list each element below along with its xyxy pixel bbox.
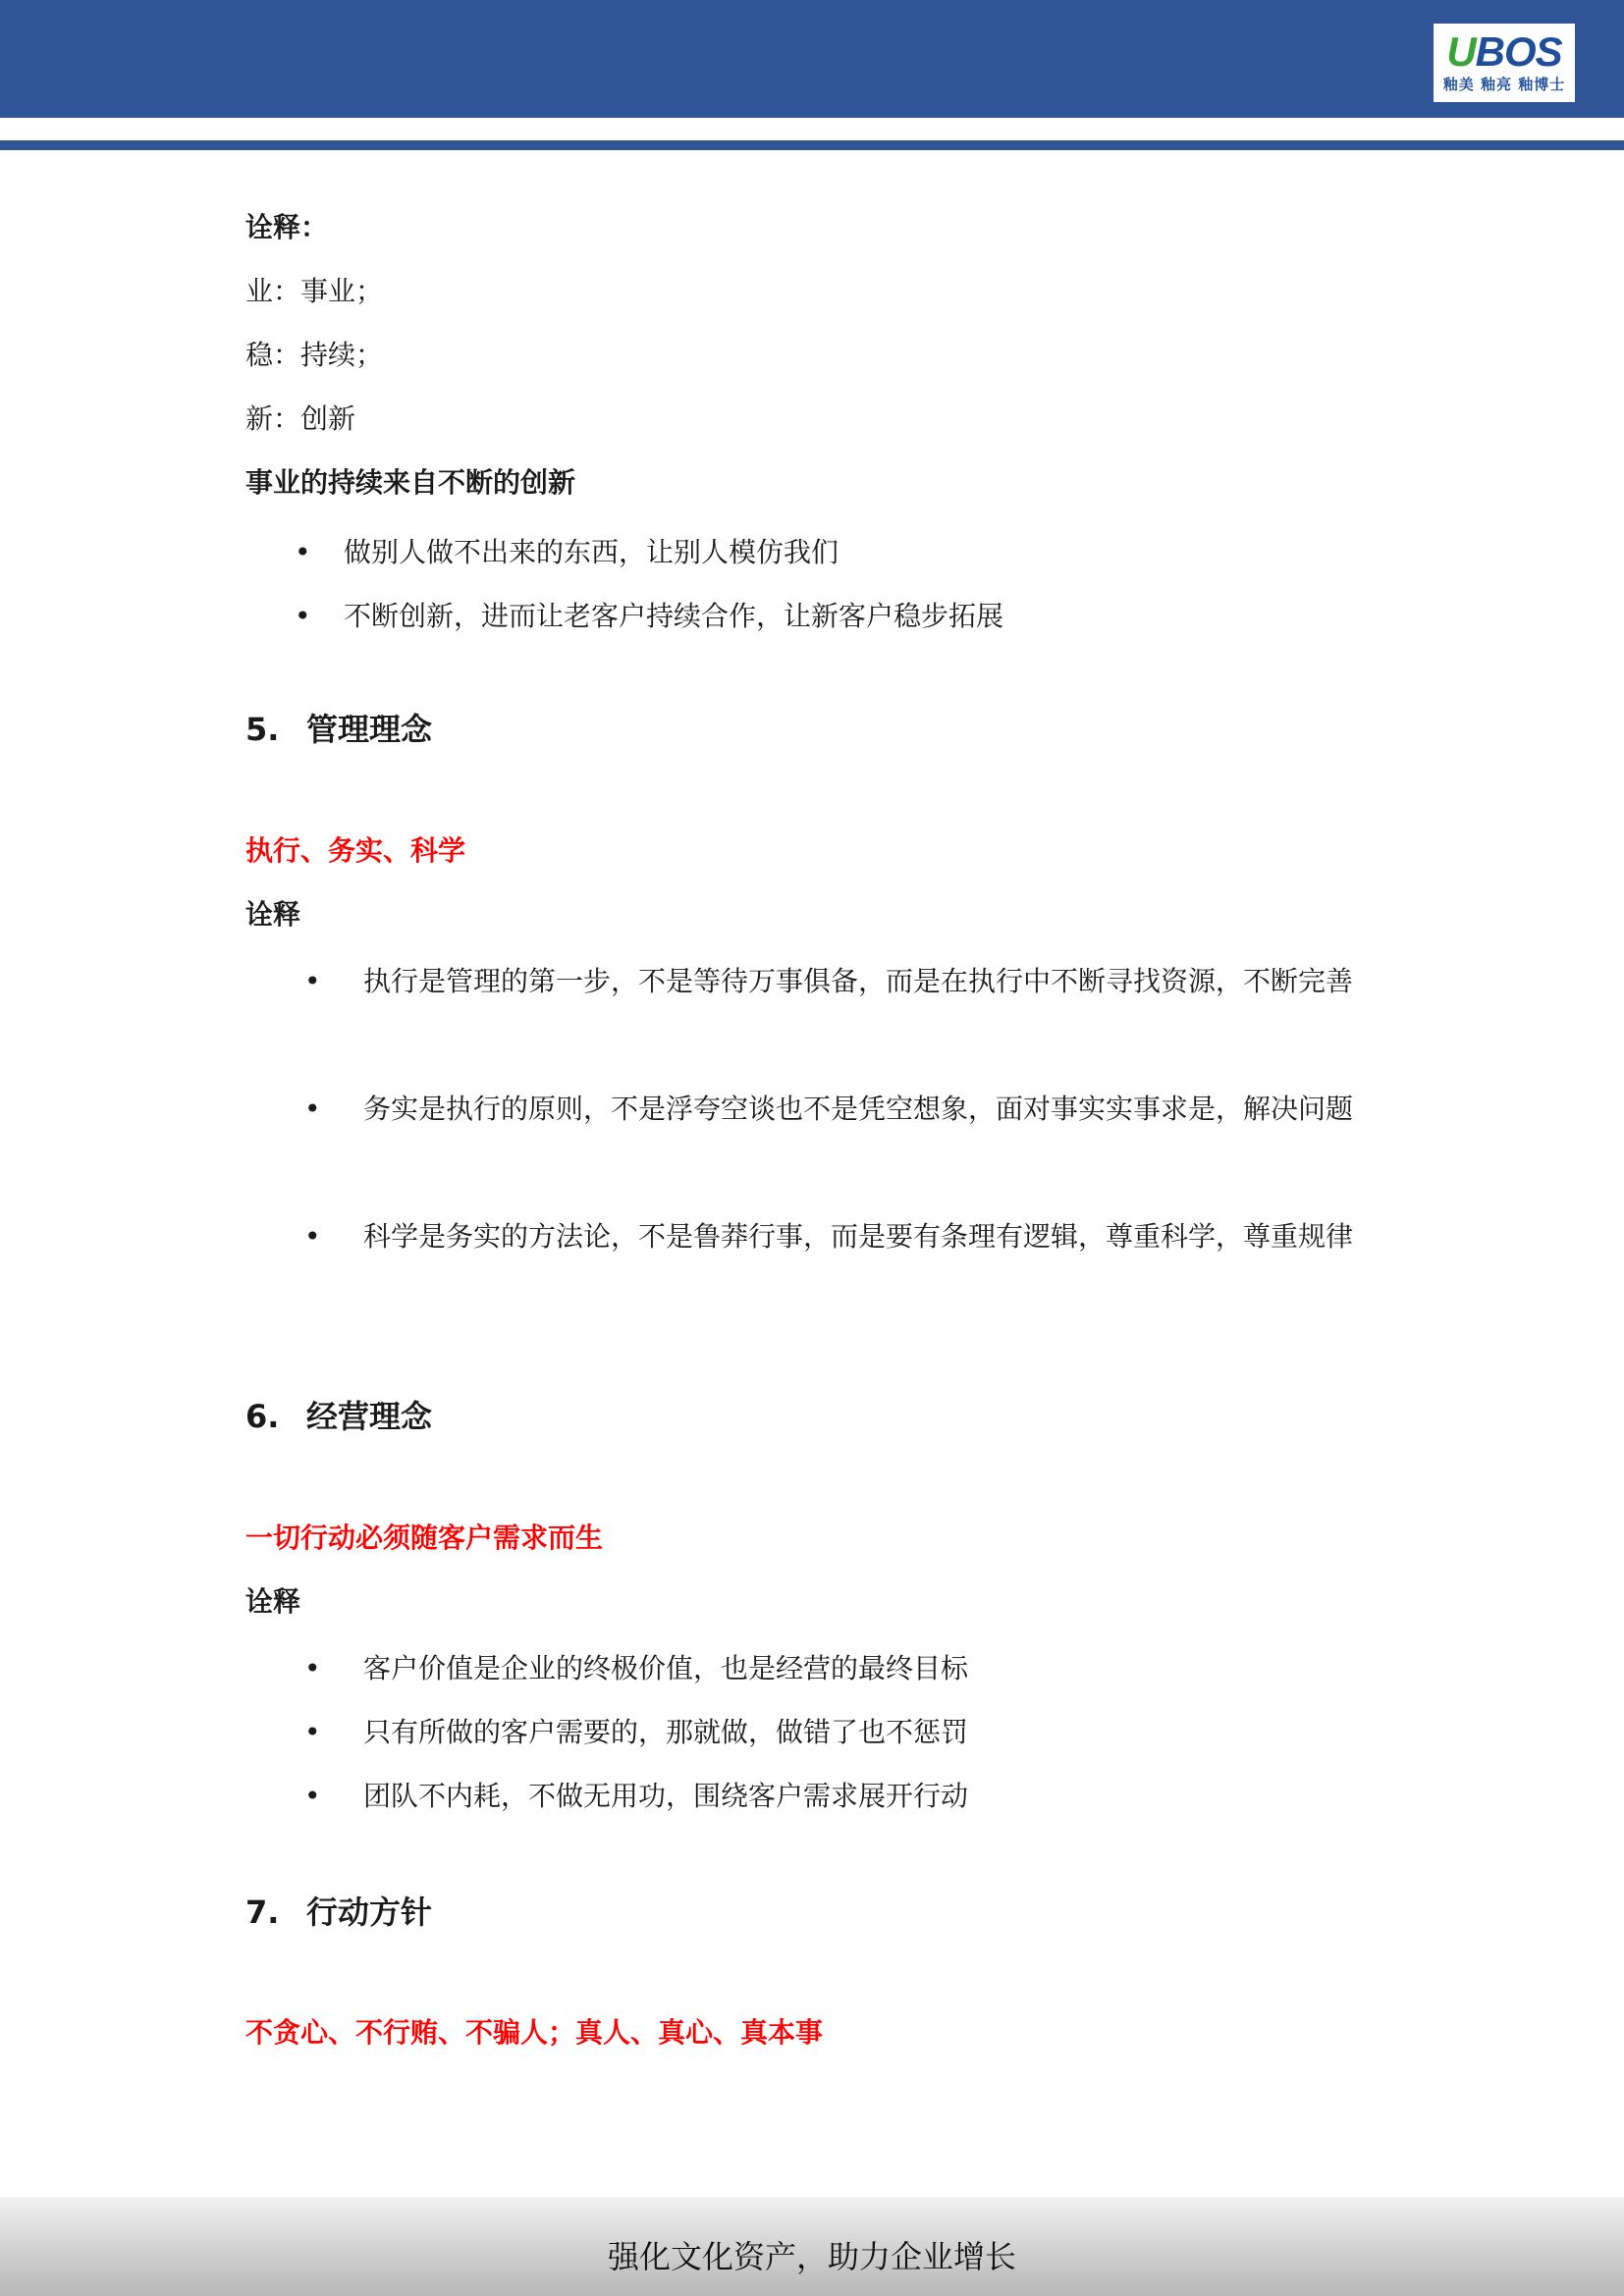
section-title: 行动方针 xyxy=(306,1894,433,1931)
section-6-motto: 一切行动必须随客户需求而生 xyxy=(245,1522,604,1554)
bullet-text: 不断创新，进而让老客户持续合作，让新客户稳步拓展 xyxy=(344,600,1004,632)
section-7-heading xyxy=(245,1893,432,1932)
bullet-dot: • xyxy=(304,1220,321,1253)
section-6-label: 诠释 xyxy=(245,1585,301,1618)
logo-tagline: 釉美 釉亮 釉博士 xyxy=(1442,76,1566,93)
page-header-band xyxy=(0,0,1624,118)
bullet-text: 务实是执行的原则，不是浮夸空谈也不是凭空想象，面对事实实事求是，解决问题 xyxy=(363,1093,1354,1125)
bullet-text: 客户价值是企业的终极价值，也是经营的最终目标 xyxy=(363,1652,969,1684)
bullet-text: 执行是管理的第一步，不是等待万事俱备，而是在执行中不断寻找资源，不断完善 xyxy=(363,965,1354,997)
section-5-label: 诠释 xyxy=(245,898,301,931)
section-7-motto: 不贪心、不行贿、不骗人；真人、真心、真本事 xyxy=(245,2016,824,2049)
bullet-dot: • xyxy=(295,536,311,568)
bullet-dot: • xyxy=(304,965,321,997)
intro-def-xin: 新：创新 xyxy=(245,402,356,435)
logo-letter-u: U xyxy=(1446,28,1476,75)
section-5-motto: 执行、务实、科学 xyxy=(245,834,466,867)
section-6-heading xyxy=(245,1397,432,1436)
intro-summary: 事业的持续来自不断的创新 xyxy=(245,466,576,499)
section-number: 7. xyxy=(245,1894,280,1931)
bullet-text: 只有所做的客户需要的，那就做，做错了也不惩罚 xyxy=(363,1716,969,1748)
section-title: 经营理念 xyxy=(306,1398,433,1435)
bullet-text: 团队不内耗，不做无用功，围绕客户需求展开行动 xyxy=(363,1780,969,1812)
bullet-dot: • xyxy=(295,600,311,632)
bullet-dot: • xyxy=(304,1716,321,1748)
ubos-logo xyxy=(1434,24,1575,102)
intro-def-ye: 业：事业； xyxy=(245,275,384,307)
logo-letters-bos: BOS xyxy=(1475,28,1562,75)
logo-wordmark xyxy=(1434,29,1575,75)
bullet-dot: • xyxy=(304,1093,321,1125)
bullet-text: 科学是务实的方法论，不是鲁莽行事，而是要有条理有逻辑，尊重科学，尊重规律 xyxy=(363,1220,1354,1253)
bullet-dot: • xyxy=(304,1780,321,1812)
section-number: 6. xyxy=(245,1398,280,1435)
page-footer-band xyxy=(0,2197,1624,2296)
bullet-dot: • xyxy=(304,1652,321,1684)
section-number: 5. xyxy=(245,711,280,748)
bullet-text: 做别人做不出来的东西，让别人模仿我们 xyxy=(344,536,839,568)
intro-label: 诠释： xyxy=(245,211,329,243)
section-title: 管理理念 xyxy=(306,711,433,748)
header-divider xyxy=(0,140,1624,150)
intro-def-wen: 稳：持续； xyxy=(245,339,384,371)
footer-slogan: 强化文化资产，助力企业增长 xyxy=(607,2238,1016,2275)
section-5-heading xyxy=(245,710,432,749)
